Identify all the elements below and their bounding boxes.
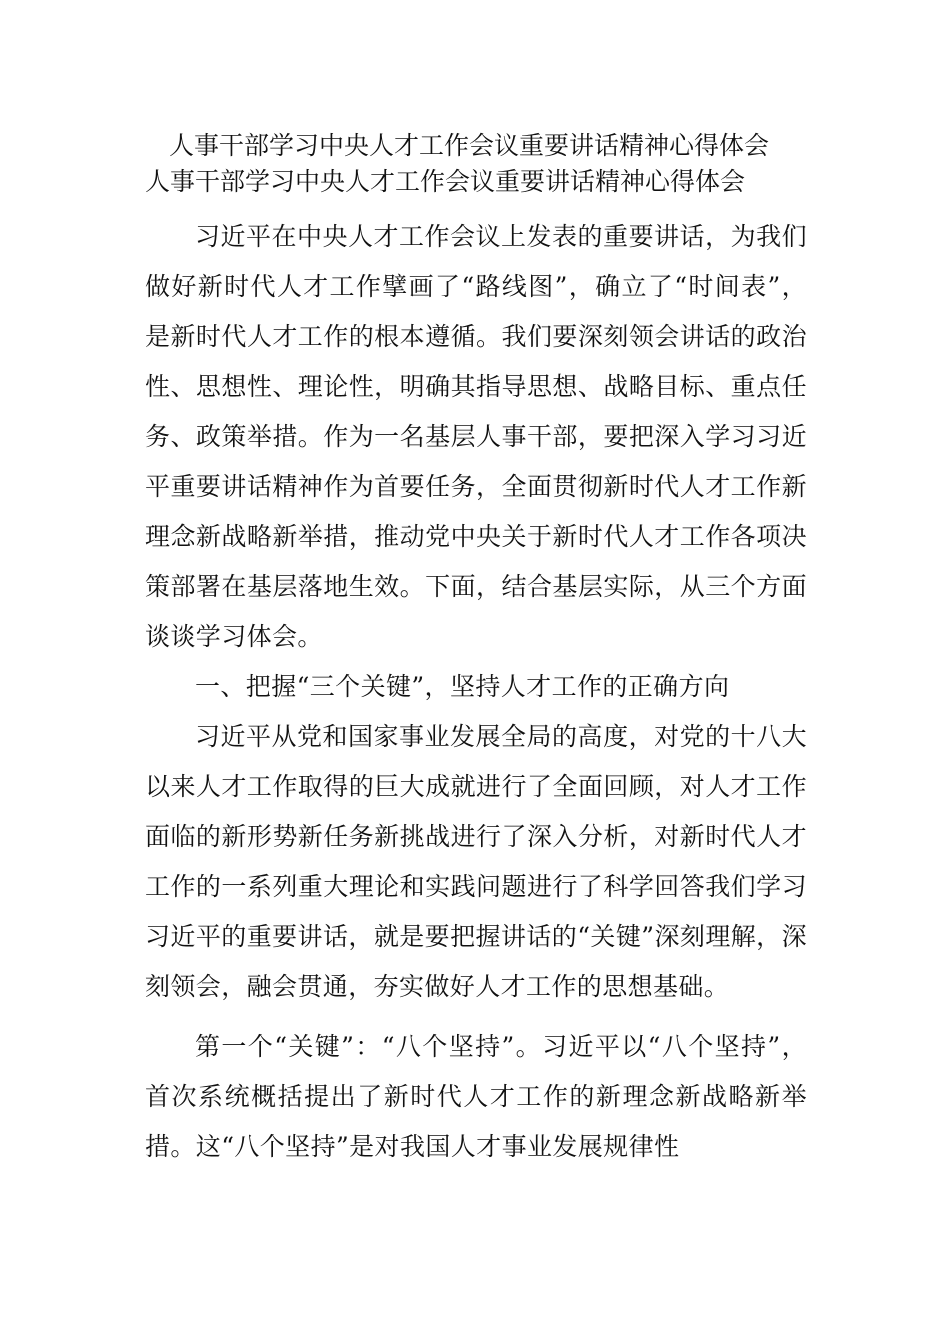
document-subtitle: 人事干部学习中央人才工作会议重要讲话精神心得体会 <box>145 167 746 196</box>
section-heading-1: 一、把握“三个关键”，坚持人才工作的正确方向 <box>195 672 730 701</box>
key-point-paragraph: 第一个“关键”：“八个坚持”。习近平以“八个坚持”，首次系统概括提出了新时代人才工作的新理念新战略新举措。这“八个坚持”是对我国人才事业发展规律性 <box>145 1032 807 1161</box>
document-title: 人事干部学习中央人才工作会议重要讲话精神心得体会 <box>169 131 770 160</box>
document-body <box>145 128 807 1172</box>
intro-paragraph: 习近平在中央人才工作会议上发表的重要讲话，为我们做好新时代人才工作擘画了“路线图”，确立了“时间表”，是新时代人才工作的根本遵循。我们要深刻领会讲话的政治性、思想性、理论性，明确其指导思想、战略目标、重点任务、政策举措。作为一名基层人事干部，要把深入学习习近平重要讲话精神作为首要任务，全面贯彻新时代人才工作新理念新战略新举措，推动党中央关于新时代人才工作各项决策部署在基层落地生效。下面，结合基层实际，从三个方面谈谈学习体会。 <box>145 222 807 651</box>
section-1-paragraph: 习近平从党和国家事业发展全局的高度，对党的十八大以来人才工作取得的巨大成就进行了全面回顾，对人才工作面临的新形势新任务新挑战进行了深入分析，对新时代人才工作的一系列重大理论和实践问题进行了科学回答我们学习习近平的重要讲话，就是要把握讲话的“关键”深刻理解，深刻领会，融会贯通，夯实做好人才工作的思想基础。 <box>145 722 807 1001</box>
